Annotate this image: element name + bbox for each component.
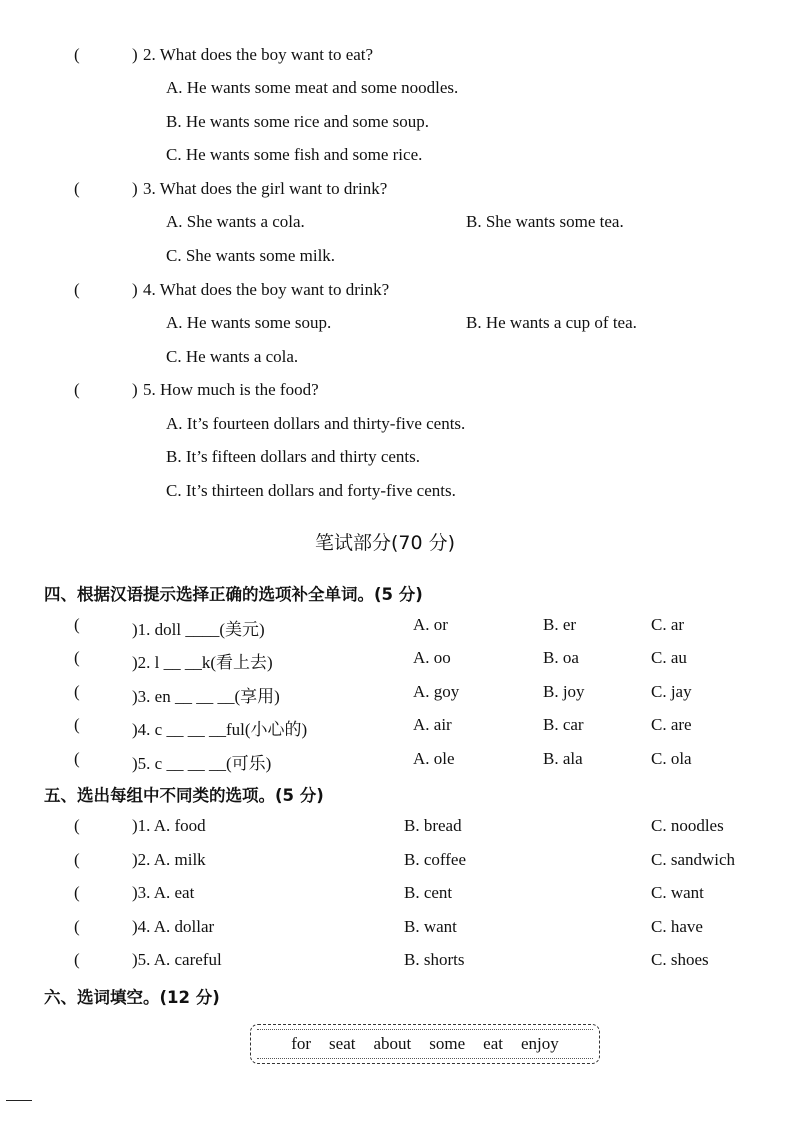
question-text: )1. doll ____(美元): [132, 620, 265, 639]
option-b: B. car: [543, 715, 584, 734]
option-a: )2. A. milk: [132, 850, 206, 869]
word-bank-item: about: [373, 1034, 412, 1053]
option-a: A. ole: [413, 749, 455, 768]
option-c: C. have: [651, 917, 703, 936]
option-b: B. coffee: [404, 850, 466, 869]
option-b: B. want: [404, 917, 457, 936]
option-a: A. oo: [413, 648, 451, 667]
option-a: )4. A. dollar: [132, 917, 215, 936]
option-a: A. goy: [413, 682, 460, 701]
option-c: C. He wants a cola.: [166, 347, 299, 366]
option-a: A. air: [413, 715, 452, 734]
option-a: )5. A. careful: [132, 950, 222, 969]
section6-title: 六、选词填空。(12 分): [44, 988, 220, 1007]
option-b: B. He wants a cup of tea.: [466, 313, 637, 332]
option-c: C. It’s thirteen dollars and forty-five cents.: [166, 481, 456, 500]
option-b: B. It’s fifteen dollars and thirty cents.: [166, 447, 420, 466]
answer-paren[interactable]: (: [74, 883, 80, 902]
word-bank-box: [250, 1024, 600, 1064]
question-text: )5. c __ __ __(可乐): [132, 754, 272, 773]
answer-paren[interactable]: (: [74, 950, 80, 969]
option-c: C. want: [651, 883, 704, 902]
question-text: )2. l __ __k(看上去): [132, 653, 273, 672]
option-b: B. oa: [543, 648, 579, 667]
answer-paren-close: ): [132, 179, 138, 198]
answer-paren[interactable]: (: [74, 682, 80, 701]
question-text: 4. What does the boy want to drink?: [143, 280, 390, 299]
option-b: B. shorts: [404, 950, 465, 969]
option-b: B. joy: [543, 682, 585, 701]
option-c: C. au: [651, 648, 687, 667]
answer-paren[interactable]: (: [74, 850, 80, 869]
option-a: A. She wants a cola.: [166, 212, 305, 231]
question-text: 2. What does the boy want to eat?: [143, 45, 374, 64]
option-b: B. cent: [404, 883, 453, 902]
word-bank-item: eat: [483, 1034, 503, 1053]
page-corner-line: [6, 1100, 32, 1101]
option-b: B. She wants some tea.: [466, 212, 624, 231]
option-a: A. He wants some meat and some noodles.: [166, 78, 459, 97]
option-a: )1. A. food: [132, 816, 206, 835]
option-a: )3. A. eat: [132, 883, 195, 902]
answer-paren[interactable]: (: [74, 648, 80, 667]
option-b: B. er: [543, 615, 577, 634]
word-bank-item: seat: [329, 1034, 356, 1053]
option-a: A. He wants some soup.: [166, 313, 332, 332]
option-c: C. jay: [651, 682, 692, 701]
option-b: B. ala: [543, 749, 583, 768]
answer-paren-close: ): [132, 380, 138, 399]
question-text: )3. en __ __ __(享用): [132, 687, 280, 706]
written-section-title: 笔试部分(70 分): [315, 532, 456, 554]
option-a: A. It’s fourteen dollars and thirty-five cents.: [166, 414, 466, 433]
question-text: )4. c __ __ __ful(小心的): [132, 720, 308, 739]
option-c: C. He wants some fish and some rice.: [166, 145, 423, 164]
option-c: C. She wants some milk.: [166, 246, 336, 265]
option-b: B. bread: [404, 816, 462, 835]
word-bank-item: enjoy: [520, 1034, 559, 1053]
answer-paren[interactable]: (: [74, 45, 80, 64]
option-c: C. sandwich: [651, 850, 736, 869]
option-c: C. are: [651, 715, 692, 734]
section5-title: 五、选出每组中不同类的选项。(5 分): [44, 786, 324, 805]
word-bank-item: for: [291, 1034, 312, 1053]
answer-paren-close: ): [132, 45, 138, 64]
answer-paren[interactable]: (: [74, 816, 80, 835]
answer-paren[interactable]: (: [74, 380, 80, 399]
option-c: C. noodles: [651, 816, 724, 835]
answer-paren[interactable]: (: [74, 749, 80, 768]
answer-paren[interactable]: (: [74, 615, 80, 634]
option-c: C. shoes: [651, 950, 709, 969]
answer-paren-close: ): [132, 280, 138, 299]
option-c: C. ola: [651, 749, 692, 768]
option-b: B. He wants some rice and some soup.: [166, 112, 429, 131]
question-text: 3. What does the girl want to drink?: [143, 179, 388, 198]
option-c: C. ar: [651, 615, 685, 634]
answer-paren[interactable]: (: [74, 715, 80, 734]
question-text: 5. How much is the food?: [143, 380, 319, 399]
answer-paren[interactable]: (: [74, 280, 80, 299]
option-a: A. or: [413, 615, 448, 634]
answer-paren[interactable]: (: [74, 179, 80, 198]
word-bank-item: some: [429, 1034, 466, 1053]
answer-paren[interactable]: (: [74, 917, 80, 936]
section4-title: 四、根据汉语提示选择正确的选项补全单词。(5 分): [44, 585, 423, 604]
